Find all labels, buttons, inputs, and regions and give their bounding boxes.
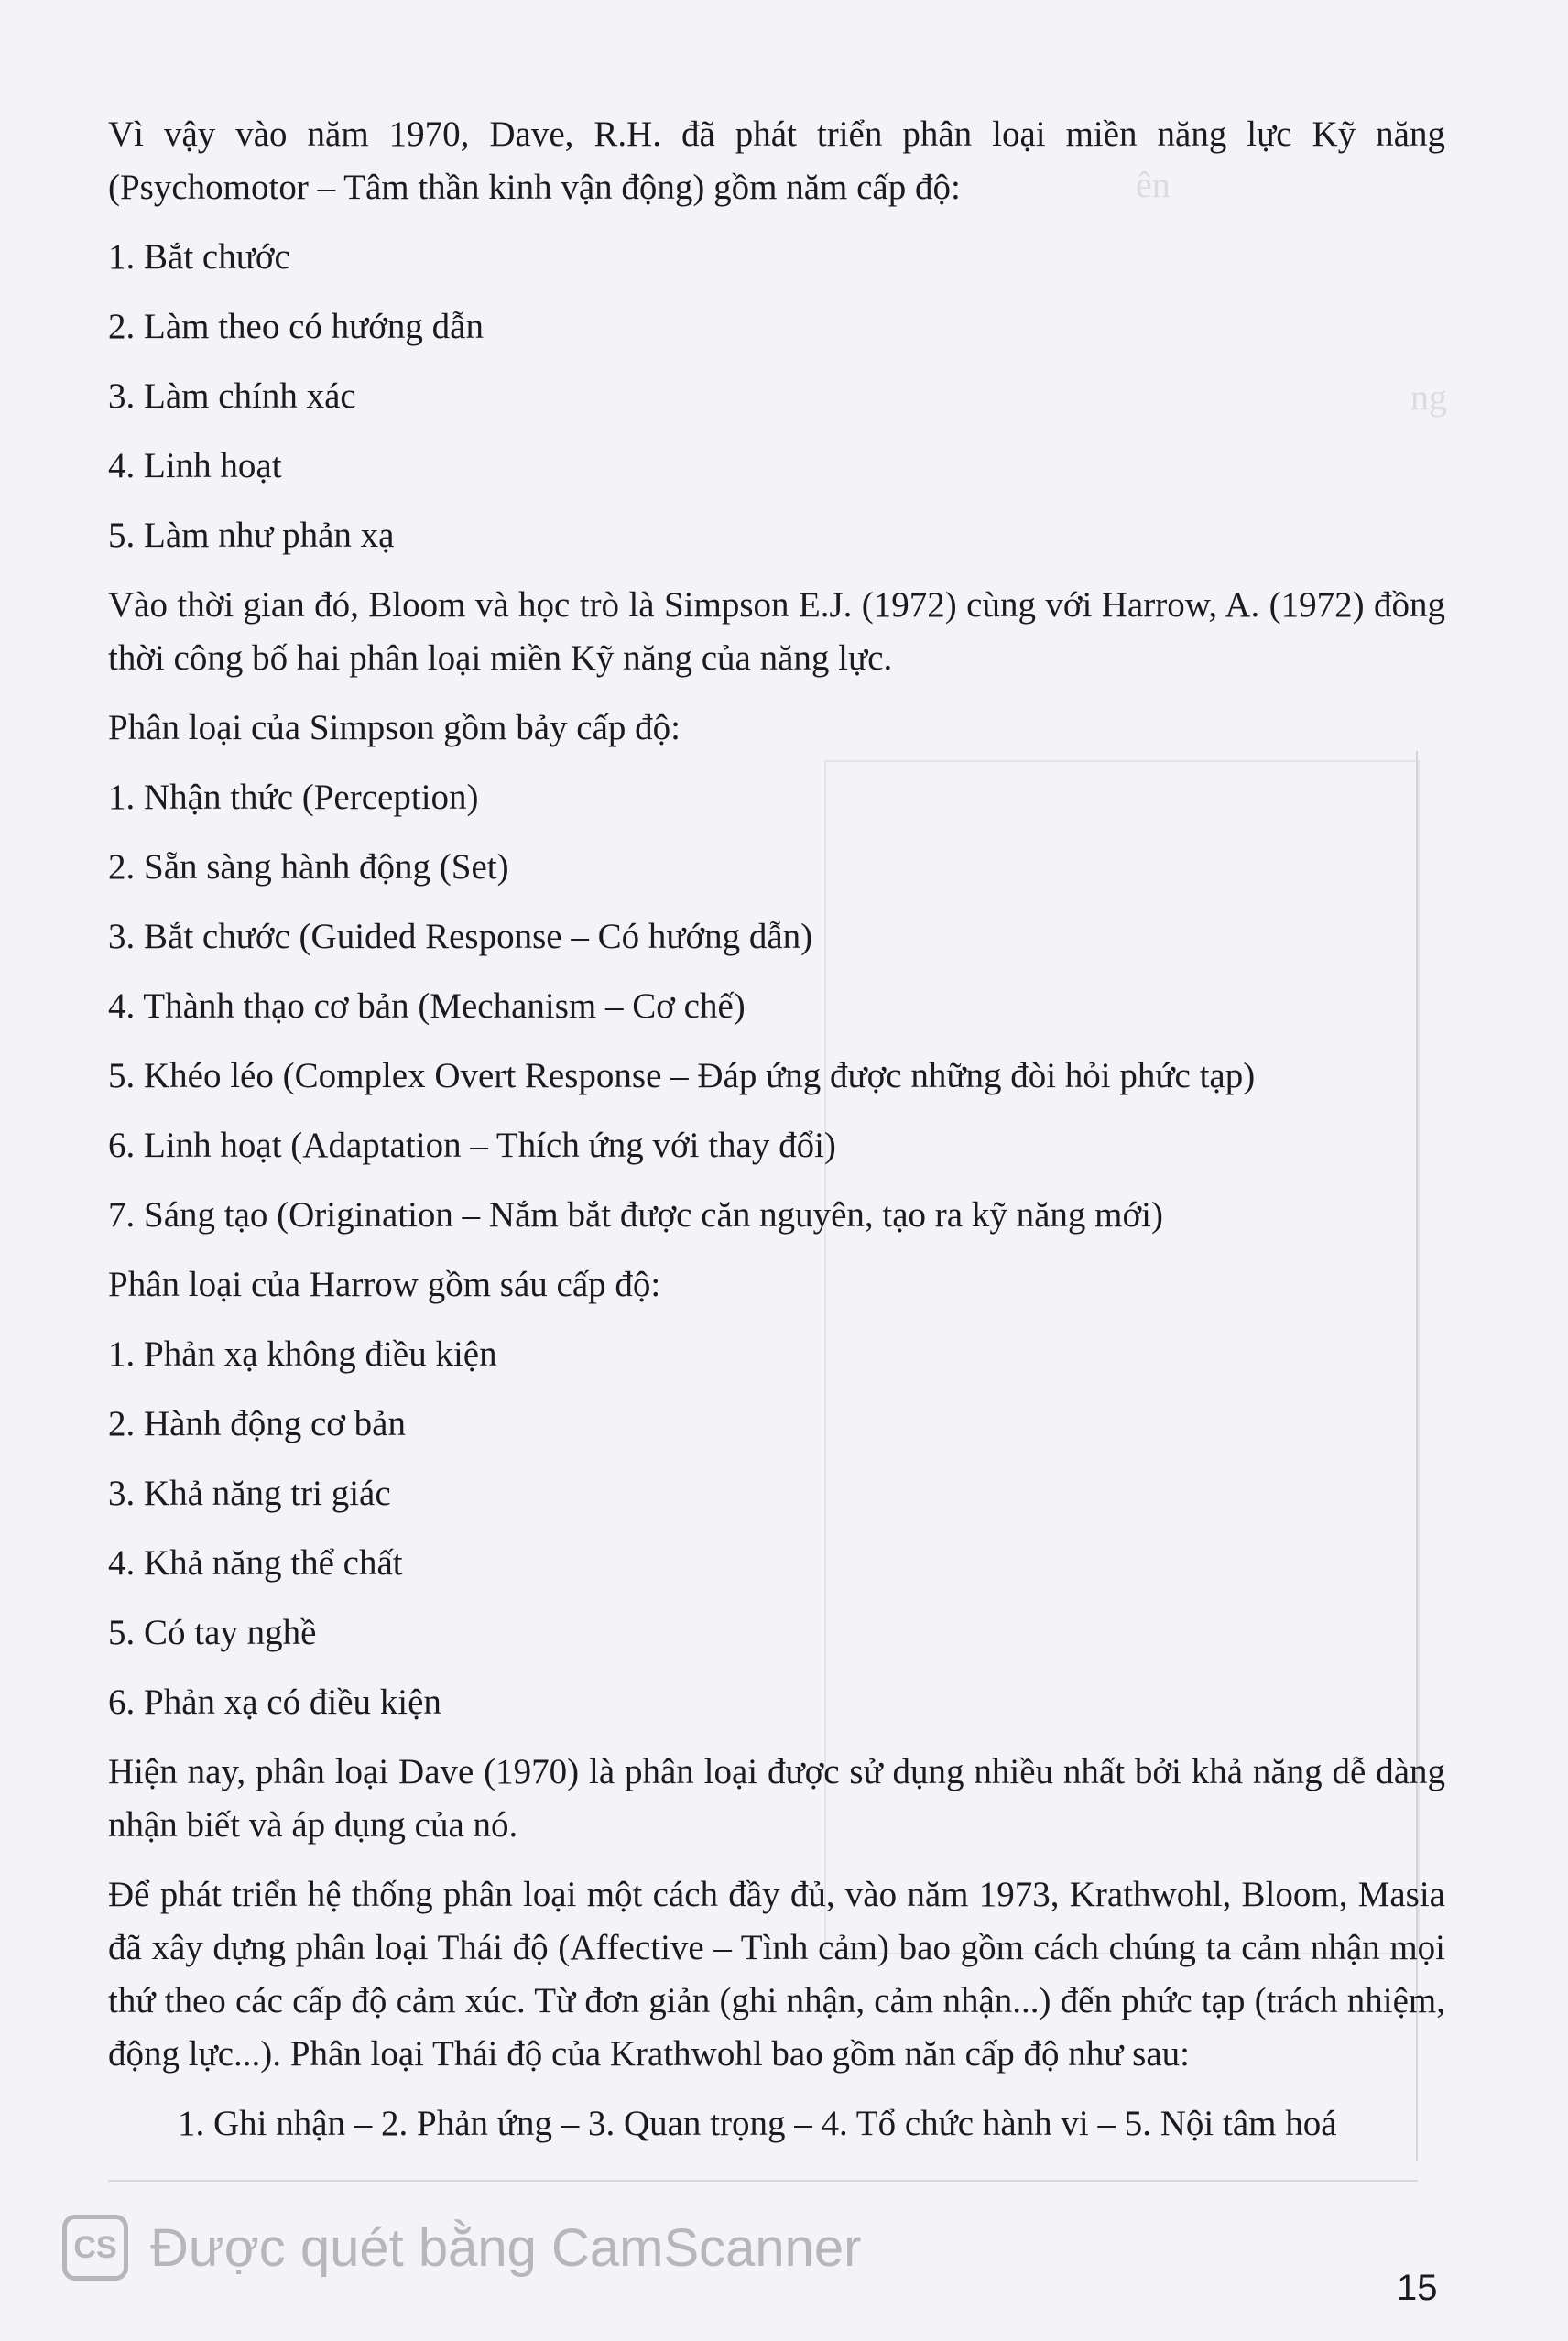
document-body [108, 108, 1445, 2167]
simpson-levels-list [108, 771, 1445, 1258]
krathwohl-levels: 1. Ghi nhận – 2. Phản ứng – 3. Quan trọng – 4. Tổ chức hành vi – 5. Nội tâm hoá [178, 2104, 1337, 2143]
list-item: 5. Có tay nghề [108, 1613, 317, 1652]
page-bottom-rule [108, 2180, 1418, 2182]
paragraph-bloom-intro: Vào thời gian đó, Bloom và học trò là Simpson E.J. (1972) cùng với Harrow, A. (1972) đồng thời công bố hai phân loại miền Kỹ năng của năng lực. [108, 585, 1445, 678]
list-item: 4. Linh hoạt [108, 446, 282, 485]
list-item: 1. Nhận thức (Perception) [108, 778, 479, 817]
list-item: 4. Khả năng thể chất [108, 1543, 403, 1583]
paragraph-krathwohl: Để phát triển hệ thống phân loại một cách đầy đủ, vào năm 1973, Krathwohl, Bloom, Masia đã xây dựng phân loại Thái độ (Affective – Tình cảm) bao gồm cách chúng ta cảm nhận mọi thứ theo các cấp độ cảm xúc. Từ đơn giản (ghi nhận, cảm nhận...) đến phức tạp (trách nhiệm, động lực...). Phân loại Thái độ của Krathwohl bao gồm năn cấp độ như sau: [108, 1875, 1445, 2074]
harrow-levels-list [108, 1328, 1445, 1746]
list-item: 6. Phản xạ có điều kiện [108, 1682, 441, 1722]
camscanner-logo-icon: CS [62, 2215, 128, 2281]
list-item: 5. Làm như phản xạ [108, 516, 395, 555]
list-item: 1. Phản xạ không điều kiện [108, 1334, 497, 1374]
simpson-heading: Phân loại của Simpson gồm bảy cấp độ: [108, 708, 681, 747]
paragraph-dave-usage: Hiện nay, phân loại Dave (1970) là phân loại được sử dụng nhiều nhất bởi khả năng dễ dàng nhận biết và áp dụng của nó. [108, 1752, 1445, 1845]
watermark-text: Được quét bằng CamScanner [150, 2217, 862, 2278]
show-through-text: ên [1136, 164, 1171, 205]
page-number: 15 [1397, 2268, 1438, 2308]
list-item: 2. Hành động cơ bản [108, 1404, 406, 1443]
list-item: 6. Linh hoạt (Adaptation – Thích ứng với thay đổi) [108, 1126, 836, 1165]
list-item: 3. Khả năng tri giác [108, 1474, 391, 1513]
list-item: 7. Sáng tạo (Origination – Nắm bắt được căn nguyên, tạo ra kỹ năng mới) [108, 1195, 1163, 1235]
show-through-text: ng [1410, 376, 1447, 418]
list-item: 3. Làm chính xác [108, 376, 356, 416]
list-item: 1. Bắt chước [108, 237, 290, 277]
list-item: 4. Thành thạo cơ bản (Mechanism – Cơ chế) [108, 986, 746, 1026]
harrow-heading: Phân loại của Harrow gồm sáu cấp độ: [108, 1265, 661, 1304]
list-item: 5. Khéo léo (Complex Overt Response – Đáp ứng được những đòi hỏi phức tạp) [108, 1056, 1256, 1095]
camscanner-watermark [62, 2215, 862, 2281]
dave-levels-list [108, 231, 1445, 579]
list-item: 3. Bắt chước (Guided Response – Có hướng dẫn) [108, 917, 813, 956]
paragraph-dave-intro: Vì vậy vào năm 1970, Dave, R.H. đã phát triển phân loại miền năng lực Kỹ năng (Psychomotor – Tâm thần kinh vận động) gồm năm cấp độ: [108, 114, 1445, 207]
list-item: 2. Làm theo có hướng dẫn [108, 307, 484, 346]
list-item: 2. Sẵn sàng hành động (Set) [108, 847, 509, 887]
